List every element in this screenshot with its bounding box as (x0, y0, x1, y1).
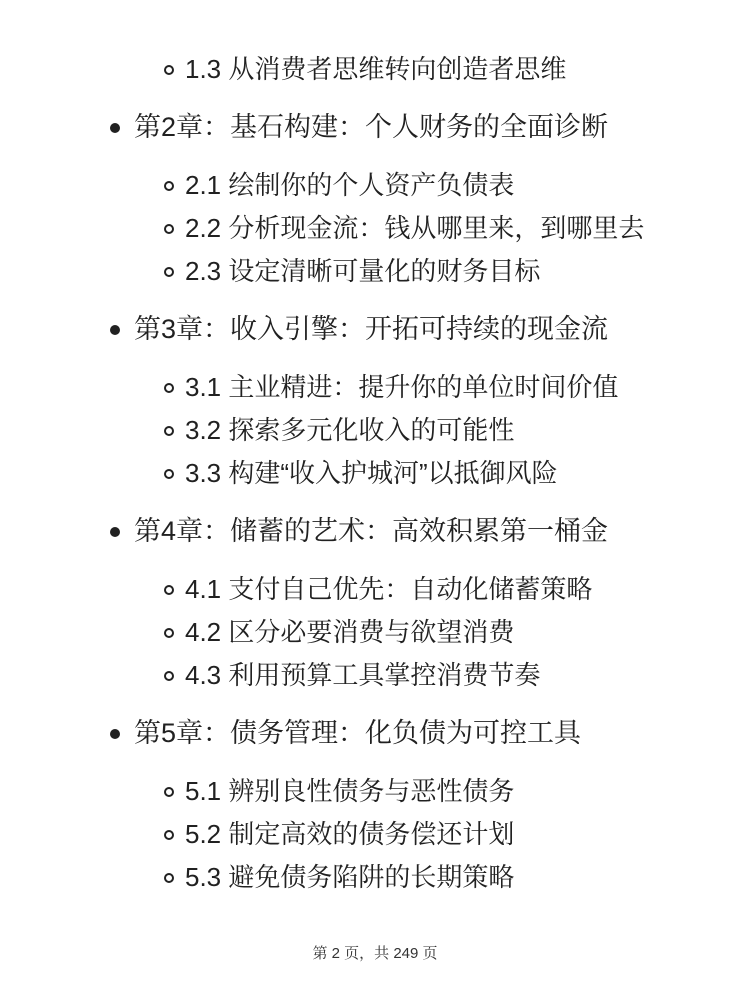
toc-item-text: 4.2 区分必要消费与欲望消费 (185, 617, 515, 647)
toc-section-item (0, 568, 750, 611)
toc-item-text: 5.1 辨别良性债务与恶性债务 (185, 776, 515, 806)
page-indicator: 第 2 页，共 249 页 (312, 945, 438, 962)
bullet-circle-icon (164, 383, 174, 393)
toc-section-item (0, 654, 750, 697)
bullet-circle-icon (164, 426, 174, 436)
toc-chapter-item (0, 510, 750, 553)
bullet-circle-icon (164, 224, 174, 234)
bullet-circle-icon (164, 671, 174, 681)
bullet-circle-icon (164, 65, 174, 75)
bullet-circle-icon (164, 787, 174, 797)
toc-item-text: 第5章：债务管理：化负债为可控工具 (134, 718, 582, 748)
bullet-disc-icon (110, 123, 120, 133)
toc-chapter-item (0, 106, 750, 149)
toc-item-text: 2.3 设定清晰可量化的财务目标 (185, 256, 541, 286)
toc-section-item (0, 366, 750, 409)
toc-section-item (0, 452, 750, 495)
toc-section-item (0, 409, 750, 452)
toc-section-item (0, 164, 750, 207)
toc-item-text: 第2章：基石构建：个人财务的全面诊断 (134, 112, 609, 142)
bullet-circle-icon (164, 628, 174, 638)
toc-item-text: 2.2 分析现金流：钱从哪里来，到哪里去 (185, 213, 645, 243)
toc-item-text: 5.2 制定高效的债务偿还计划 (185, 819, 515, 849)
toc-section-item (0, 611, 750, 654)
bullet-disc-icon (110, 729, 120, 739)
bullet-disc-icon (110, 325, 120, 335)
toc-section-item (0, 207, 750, 250)
toc-section-item (0, 770, 750, 813)
bullet-circle-icon (164, 873, 174, 883)
table-of-contents (0, 48, 750, 899)
bullet-circle-icon (164, 267, 174, 277)
toc-item-text: 4.3 利用预算工具掌控消费节奏 (185, 660, 541, 690)
toc-item-text: 3.1 主业精进：提升你的单位时间价值 (185, 372, 619, 402)
bullet-circle-icon (164, 469, 174, 479)
bullet-circle-icon (164, 585, 174, 595)
toc-item-text: 4.1 支付自己优先：自动化储蓄策略 (185, 574, 593, 604)
toc-section-item (0, 48, 750, 91)
page-footer (0, 942, 750, 963)
toc-chapter-item (0, 308, 750, 351)
bullet-circle-icon (164, 830, 174, 840)
toc-item-text: 第3章：收入引擎：开拓可持续的现金流 (134, 314, 609, 344)
bullet-disc-icon (110, 527, 120, 537)
bullet-circle-icon (164, 181, 174, 191)
toc-item-text: 5.3 避免债务陷阱的长期策略 (185, 862, 515, 892)
toc-item-text: 1.3 从消费者思维转向创造者思维 (185, 54, 567, 84)
toc-item-text: 3.2 探索多元化收入的可能性 (185, 415, 515, 445)
toc-chapter-item (0, 712, 750, 755)
toc-item-text: 2.1 绘制你的个人资产负债表 (185, 170, 515, 200)
toc-section-item (0, 856, 750, 899)
toc-section-item (0, 250, 750, 293)
toc-section-item (0, 813, 750, 856)
toc-item-text: 第4章：储蓄的艺术：高效积累第一桶金 (134, 516, 609, 546)
toc-item-text: 3.3 构建“收入护城河”以抵御风险 (185, 458, 558, 488)
